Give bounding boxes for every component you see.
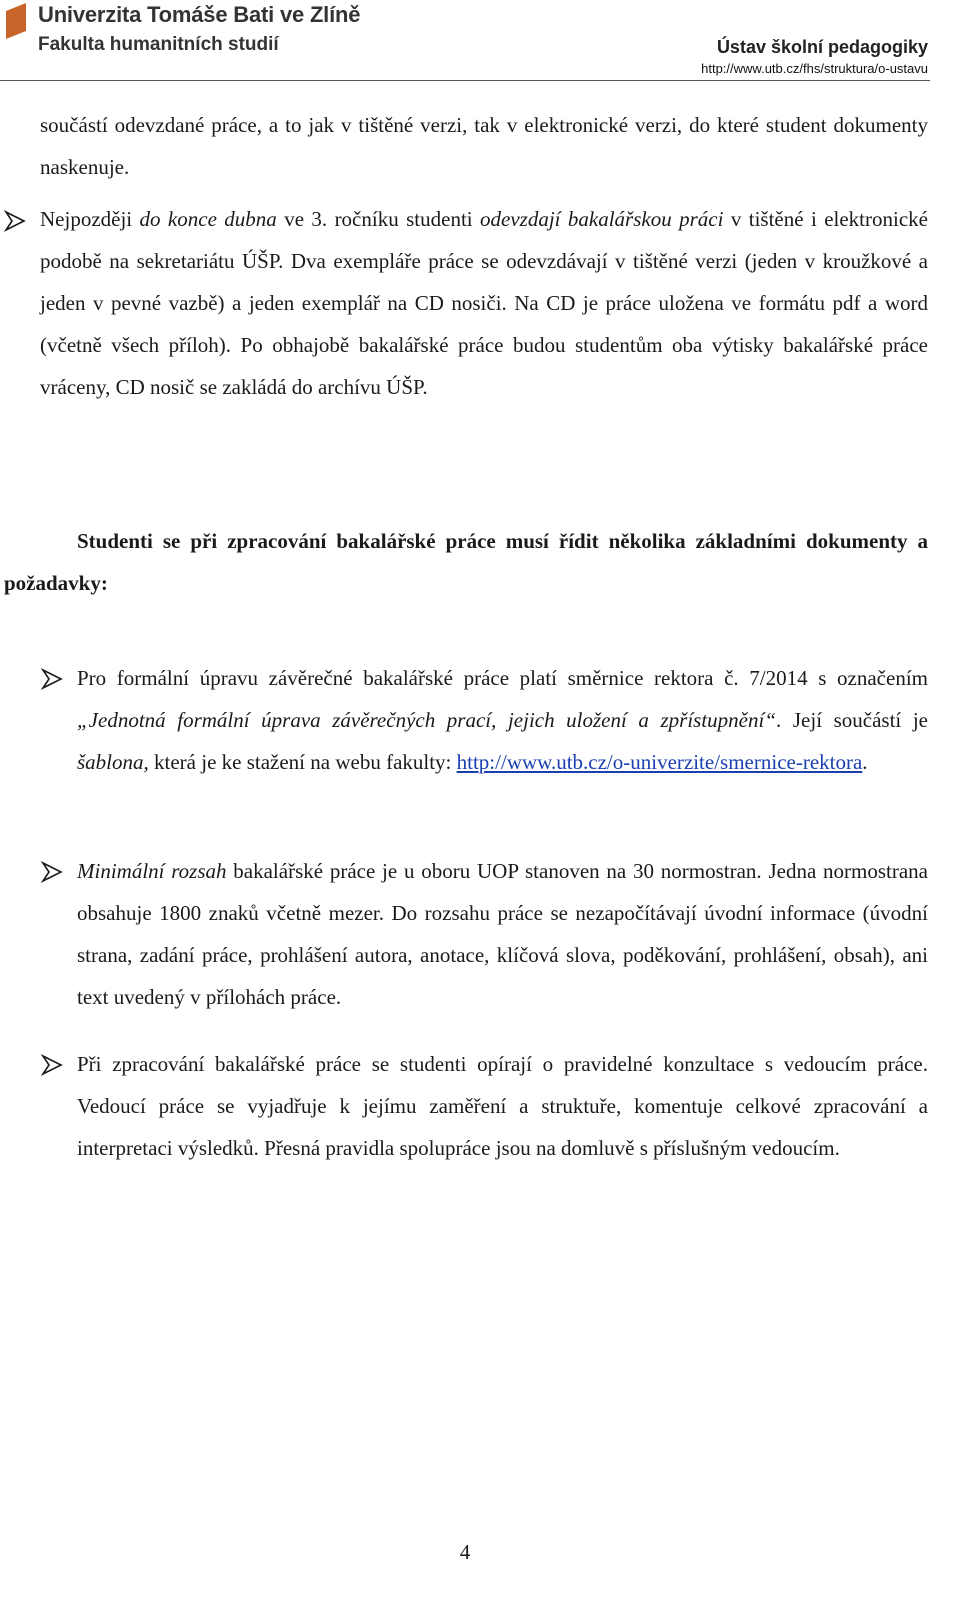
university-name: Univerzita Tomáše Bati ve Zlíně — [38, 2, 361, 27]
list-item-consultations: Při zpracování bakalářské práce se studenti opírají o pravidelné konzultace s vedoucím práce. Vedoucí práce se vyjadřuje k jejímu zaměření a struktuře, komentuje celkové zpracování a interpretaci výsledků. Přesná pravidla spolupráce jsou na domluvě s příslušným vedoucím. — [77, 1052, 928, 1160]
institute-url: http://www.utb.cz/fhs/struktura/o-ustavu — [701, 61, 928, 76]
arrow-bullet-icon — [4, 210, 26, 232]
page-header — [0, 0, 960, 82]
arrow-bullet-icon — [41, 861, 63, 883]
page-number: 4 — [459, 1540, 471, 1564]
section-heading: Studenti se při zpracování bakalářské práce musí řídit několika základními dokumenty a požadavky: — [4, 529, 928, 595]
directive-link[interactable]: http://www.utb.cz/o-univerzite/smernice-rektora — [456, 750, 863, 774]
arrow-bullet-icon — [41, 1054, 63, 1076]
arrow-bullet-icon — [41, 668, 63, 690]
list-item-minimum-length: Minimální rozsah bakalářské práce je u oboru UOP stanoven na 30 normostran. Jedna normostrana obsahuje 1800 znaků včetně mezer. Do rozsahu práce se nezapočítávají úvodní informace (úvodní strana, zadání práce, prohlášení autora, anotace, klíčová slova, poděkování, prohlášení, obsah), ani text uvedený v přílohách práce. — [77, 859, 929, 1009]
intro-paragraph: součástí odevzdané práce, a to jak v tištěné verzi, tak v elektronické verzi, do které student dokumenty naskenuje. — [40, 113, 928, 179]
faculty-name: Fakulta humanitních studií — [38, 34, 279, 55]
deadline-paragraph: Nejpozději do konce dubna ve 3. ročníku studenti odevzdají bakalářskou práci v tištěné i elektronické podobě na sekretariátu ÚŠP. Dva exempláře práce se odevzdávají v tištěné verzi (jeden v kroužkové a jeden v pevné vazbě) a jeden exemplář na CD nosiči. Na CD je práce uložena ve formátu pdf a word (včetně všech příloh). Po obhajobě bakalářské práce budou studentům oba výtisky bakalářské práce vráceny, CD nosič se zakládá do archívu ÚŠP. — [40, 207, 928, 399]
header-divider — [0, 80, 930, 81]
institute-name: Ústav školní pedagogiky — [716, 37, 928, 57]
list-item-formal-rules: Pro formální úpravu závěrečné bakalářské práce platí směrnice rektora č. 7/2014 s označením „Jednotná formální úprava závěrečných prací, jejich uložení a zpřístupnění“. Její součástí je šablona, která je ke stažení na webu fakulty: http://www.utb.cz/o-univerzite/smernice-rektora. — [77, 666, 928, 774]
university-logo-icon — [6, 3, 26, 39]
